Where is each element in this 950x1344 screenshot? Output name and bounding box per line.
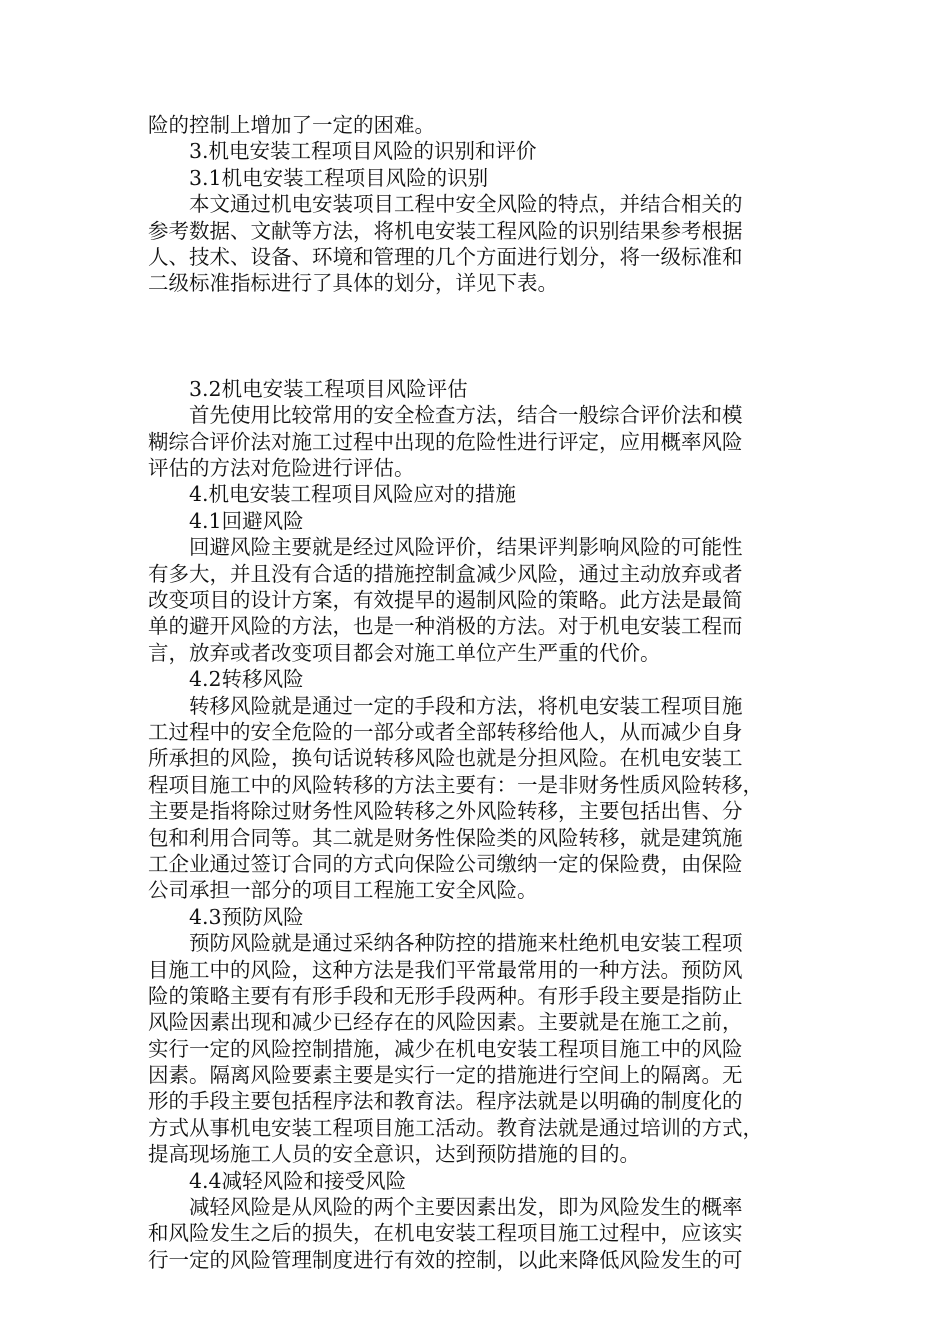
text-line: 实行一定的风险控制措施，减少在机电安装工程项目施工中的风险: [148, 1036, 743, 1061]
text-line: 4.1回避风险: [189, 508, 304, 533]
text-line: 二级标准指标进行了具体的划分，详见下表。: [148, 271, 558, 296]
text-line: 和风险发生之后的损失，在机电安装工程项目施工过程中，应该实: [148, 1221, 743, 1246]
text-line: 3.1机电安装工程项目风险的识别: [189, 165, 489, 190]
text-line: 风险因素出现和减少已经存在的风险因素。主要就是在施工之前，: [148, 1010, 743, 1035]
text-line: 3.机电安装工程项目风险的识别和评价: [189, 139, 537, 164]
text-line: 目施工中的风险，这种方法是我们平常最常用的一种方法。预防风: [148, 957, 743, 982]
text-line: 形的手段主要包括程序法和教育法。程序法就是以明确的制度化的: [148, 1089, 743, 1114]
text-line: 预防风险就是通过采纳各种防控的措施来杜绝机电安装工程项: [189, 931, 743, 956]
text-line: 本文通过机电安装项目工程中安全风险的特点，并结合相关的: [189, 192, 743, 217]
text-line: 有多大，并且没有合适的措施控制盒减少风险，通过主动放弃或者: [148, 561, 743, 586]
text-line: 工企业通过签订合同的方式向保险公司缴纳一定的保险费，由保险: [148, 851, 743, 876]
text-line: 险的控制上增加了一定的困难。: [148, 113, 435, 137]
text-line: 人、技术、设备、环境和管理的几个方面进行划分，将一级标准和: [148, 244, 743, 269]
text-line: 工过程中的安全危险的一部分或者全部转移给他人，从而减少自身: [148, 720, 743, 744]
text-line: 公司承担一部分的项目工程施工安全风险。: [148, 878, 538, 903]
text-block-upper: [148, 112, 804, 297]
text-line: 4.2转移风险: [189, 667, 304, 692]
text-line: 参考数据、文献等方法，将机电安装工程风险的识别结果参考根据: [148, 218, 743, 243]
text-line: 3.2机电安装工程项目风险评估: [189, 376, 468, 401]
text-line: 主要是指将除过财务性风险转移之外风险转移，主要包括出售、分: [148, 799, 743, 824]
text-line: 评估的方法对危险进行评估。: [148, 456, 415, 481]
text-block-lower: [148, 376, 804, 1273]
document-page: [148, 112, 804, 1273]
text-line: 行一定的风险管理制度进行有效的控制，以此来降低风险发生的可: [148, 1247, 743, 1272]
text-line: 方式从事机电安装工程项目施工活动。教育法就是通过培训的方式，: [148, 1115, 763, 1140]
text-line: 程项目施工中的风险转移的方法主要有：一是非财务性质风险转移，: [148, 772, 763, 797]
table-placeholder-gap: [148, 297, 804, 376]
text-line: 险的策略主要有有形手段和无形手段两种。有形手段主要是指防止: [148, 983, 743, 1008]
text-line: 单的避开风险的方法，也是一种消极的方法。对于机电安装工程而: [148, 614, 743, 639]
text-line: 因素。隔离风险要素主要是实行一定的措施进行空间上的隔离。无: [148, 1063, 743, 1088]
text-line: 所承担的风险，换句话说转移风险也就是分担风险。在机电安装工: [148, 746, 743, 771]
text-line: 提高现场施工人员的安全意识，达到预防措施的目的。: [148, 1142, 640, 1167]
text-line: 言，放弃或者改变项目都会对施工单位产生严重的代价。: [148, 640, 661, 665]
text-line: 糊综合评价法对施工过程中出现的危险性进行评定，应用概率风险: [148, 429, 743, 454]
text-line: 首先使用比较常用的安全检查方法，结合一般综合评价法和模: [189, 403, 743, 428]
text-line: 回避风险主要就是经过风险评价，结果评判影响风险的可能性: [189, 535, 743, 560]
text-line: 包和利用合同等。其二就是财务性保险类的风险转移，就是建筑施: [148, 825, 743, 850]
text-line: 4.机电安装工程项目风险应对的措施: [189, 482, 517, 507]
text-line: 4.3预防风险: [189, 904, 304, 929]
text-line: 减轻风险是从风险的两个主要因素出发，即为风险发生的概率: [189, 1195, 743, 1220]
text-line: 4.4减轻风险和接受风险: [189, 1168, 407, 1193]
text-line: 转移风险就是通过一定的手段和方法，将机电安装工程项目施: [189, 693, 743, 718]
text-line: 改变项目的设计方案，有效提早的遏制风险的策略。此方法是最简: [148, 588, 743, 613]
